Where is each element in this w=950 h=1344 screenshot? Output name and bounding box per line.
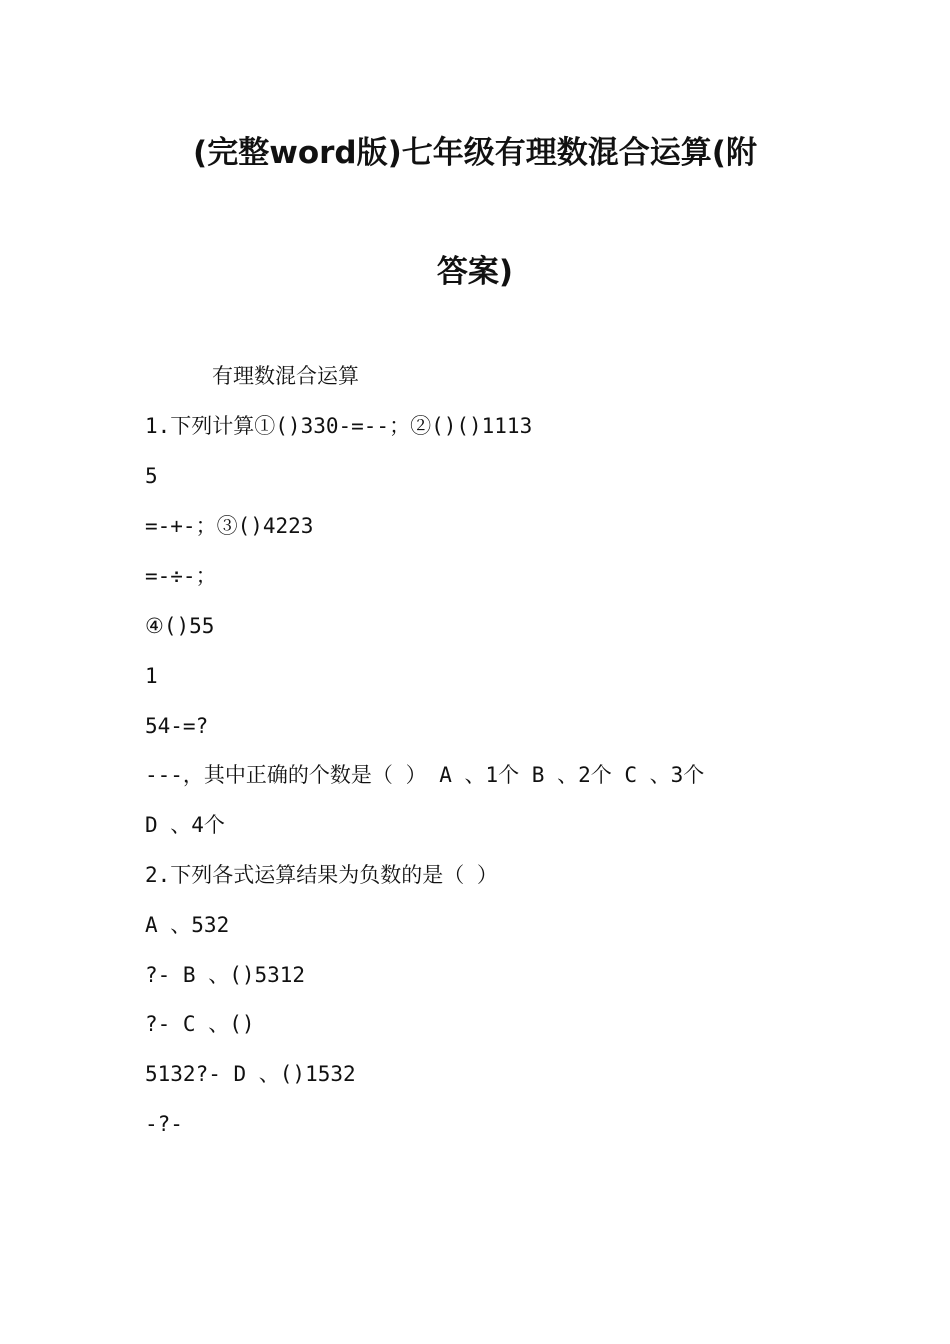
text-line: D 、4个 (145, 813, 225, 837)
text-line: A 、532 (145, 913, 230, 937)
text-line: 54-=? (145, 714, 209, 738)
text-line: =-+-；③()4223 (145, 514, 314, 538)
text-line: 5 (145, 464, 158, 488)
text-line: =-÷-； (145, 564, 217, 588)
text-line: ④()55 (145, 614, 215, 638)
text-line: 2.下列各式运算结果为负数的是（ ） (145, 863, 498, 887)
section-subheading: 有理数混合运算 (212, 364, 359, 388)
text-line: ?- C 、() (145, 1012, 255, 1036)
text-line: -?- (145, 1112, 183, 1136)
text-line: ?- B 、()5312 (145, 963, 306, 987)
text-line: 1 (145, 664, 158, 688)
document-title-line-2: 答案) (436, 254, 514, 290)
text-line: ---，其中正确的个数是（ ） A 、1个 B 、2个 C 、3个 (145, 763, 705, 787)
text-line: 5132?- D 、()1532 (145, 1062, 356, 1086)
text-line: 1.下列计算①()330-=--；②()()1113 (145, 414, 533, 438)
document-title-line-1: (完整word版)七年级有理数混合运算(附 (193, 135, 757, 171)
